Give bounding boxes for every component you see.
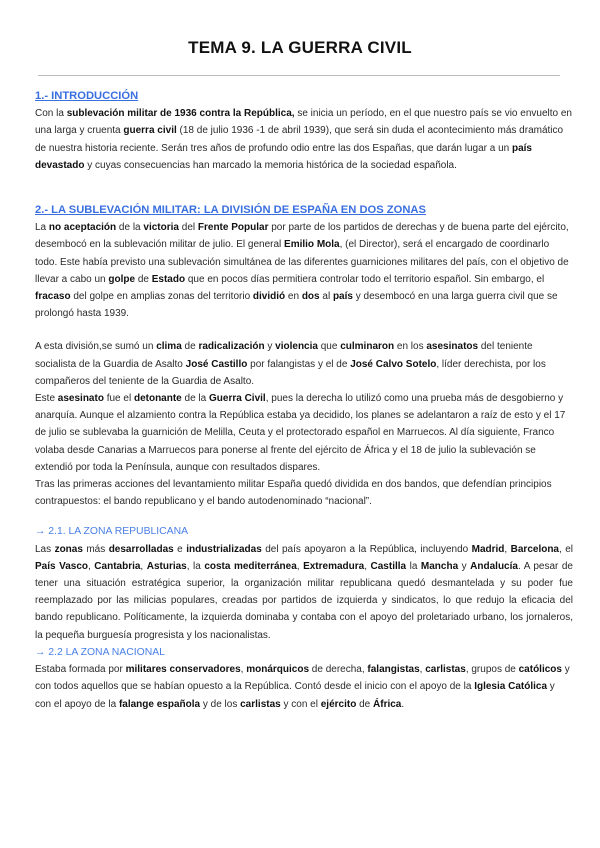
subsection-heading-zona-nacional: → 2.2 LA ZONA NACIONAL [35,646,165,658]
bold-term: dos [301,291,320,303]
bold-term: país devastado [35,142,532,171]
paragraph: A esta división,se sumó un clima de radicalización y violencia que culminaron en los asesinatos del teniente socialista de la Guardia de Asalto José Castillo por falangistas y el de José Calvo Sotelo, líder derechista, por los compañeros del teniente de la Guardia de Asalto. [35,341,546,387]
bold-term: dividió [252,291,286,303]
bold-term: País Vasco [35,560,88,572]
paragraph: Este asesinato fue el detonante de la Guerra Civil, pues la derecha lo utilizó como una prueba más de desgobierno y anarquía. Aunque el alzamiento contra la República estaba ya decidido, los planes se adelantaron a raíz de esto y el 17 de julio se sublevaba la guarnición de Melilla, Ceuta y el protectorado español en Marruecos. Al día siguiente, Franco volaba desde Canarias a Marruecos para ponerse al frente del ejército de África y el 18 de julio la sublevación se extendió por toda la Península, aunque con resultados dispares. [35,393,566,473]
bold-term: no aceptación [48,222,117,234]
bold-term: África [373,698,402,710]
bold-term: victoria [143,222,179,234]
bold-term: Iglesia Católica [474,681,548,693]
bold-term: desarrolladas [108,543,174,555]
bold-term: falange española [118,698,201,710]
paragraph: Tras las primeras acciones del levantamiento militar España quedó dividida en dos bandos, que defendían principios contrapuestos: el bando republicano y el bando autodenominado “nacional”. [35,479,552,508]
bold-term: asesinatos [426,341,479,353]
bold-term: José Castillo [185,358,248,370]
paragraph: Estaba formada por militares conservadores, monárquicos de derecha, falangistas, carlistas, grupos de católicos y con todos aquellos que se habían opuesto a la República. Contó desde el inicio con el apoyo de la Iglesia Católica y con el apoyo de la falange española y de los carlistas y con el ejército de África. [35,664,570,710]
document-body [35,88,573,713]
subsection-heading-zona-republicana: → 2.1. LA ZONA REPUBLICANA [35,526,189,538]
page-title: TEMA 9. LA GUERRA CIVIL [188,38,412,57]
bold-term: Frente Popular [197,222,269,234]
bold-term: Estado [151,273,186,285]
bold-term: Andalucía [470,560,518,572]
bold-term: costa mediterránea [204,560,297,572]
bold-term: violencia [275,341,318,353]
bold-term: Barcelona [510,543,559,555]
bold-term: ejército [320,698,357,710]
bold-term: Mancha [420,560,459,572]
bold-term: José Calvo Sotelo [350,358,437,370]
section-heading-sublevacion: 2.- LA SUBLEVACIÓN MILITAR: LA DIVISIÓN DE ESPAÑA EN DOS ZONAS [35,204,426,217]
bold-term: carlistas [240,698,281,710]
bold-term: fracaso [35,291,71,303]
paragraph: La no aceptación de la victoria del Frente Popular por parte de los partidos de derechas y de buena parte del ejército, desembocó en la sublevación militar de julio. El general Emilio Mola, (el Director), será el encargado de coordinarlo todo. Este había previsto una sublevación simultánea de las diferentes guarniciones militares del país, con el objetivo de llevar a cabo un golpe de Estado que en pocos días permitiera controlar todo el territorio español. Sin embargo, el fracaso del golpe en amplias zonas del territorio dividió en dos al país y desembocó en una larga guerra civil que se prolongó hasta 1939. [35,222,569,320]
bold-term: detonante [133,393,182,405]
bold-term: país [332,291,353,303]
bold-term: radicalización [198,341,265,353]
paragraph: Las zonas más desarrolladas e industrializadas del país apoyaron a la República, incluyendo Madrid, Barcelona, el País Vasco, Cantabria, Asturias, la costa mediterránea, Extremadura, Castilla la Mancha y Andalucía. A pesar de tener una situación estratégica superior, la organización militar republicana quedó desmantelada y su poder fue reemplazado por las milicias populares, creadas por partidos de izquierda y sindicatos, lo que redujo la eficacia del bando republicano. Políticamente, la izquierda dominaba y contaba con el apoyo del proletariado urbano, los jornaleros, la pequeña burguesía progresista y los nacionalistas. [35,543,574,641]
bold-term: asesinato [57,393,104,405]
bold-term: Asturias [146,560,187,572]
bold-term: Madrid [471,543,505,555]
bold-term: Extremadura [303,560,365,572]
bold-term: militares conservadores [125,664,241,676]
bold-term: golpe [108,273,136,285]
bold-term: industrializadas [186,543,262,555]
paragraph: Con la sublevación militar de 1936 contra la República, se inicia un período, en el que nuestro país se vio envuelto en una larga y cruenta guerra civil (18 de julio 1936 -1 de abril 1939), que será sin duda el acontecimiento más dramático de nuestra historia reciente. Serán tres años de profundo odio entre las dos Españas, que darán lugar a un país devastado y cuyas consecuencias han marcado la memoria histórica de la sociedad española. [35,108,572,171]
bold-term: Emilio Mola [284,239,340,251]
bold-term: culminaron [340,341,395,353]
bold-term: Guerra Civil [209,393,266,405]
bold-term: Cantabria [94,560,141,572]
bold-term: clima [156,341,182,353]
bold-term: católicos [518,664,562,676]
bold-term: Castilla [370,560,407,572]
title-divider [38,75,560,76]
bold-term: falangistas [367,664,420,676]
bold-term: sublevación militar de 1936 contra la República, [66,108,295,120]
bold-term: carlistas [425,664,466,676]
bold-term: zonas [54,543,83,555]
section-heading-introduccion: 1.- INTRODUCCIÓN [35,90,139,102]
bold-term: monárquicos [246,664,310,676]
bold-term: guerra civil [123,125,177,137]
